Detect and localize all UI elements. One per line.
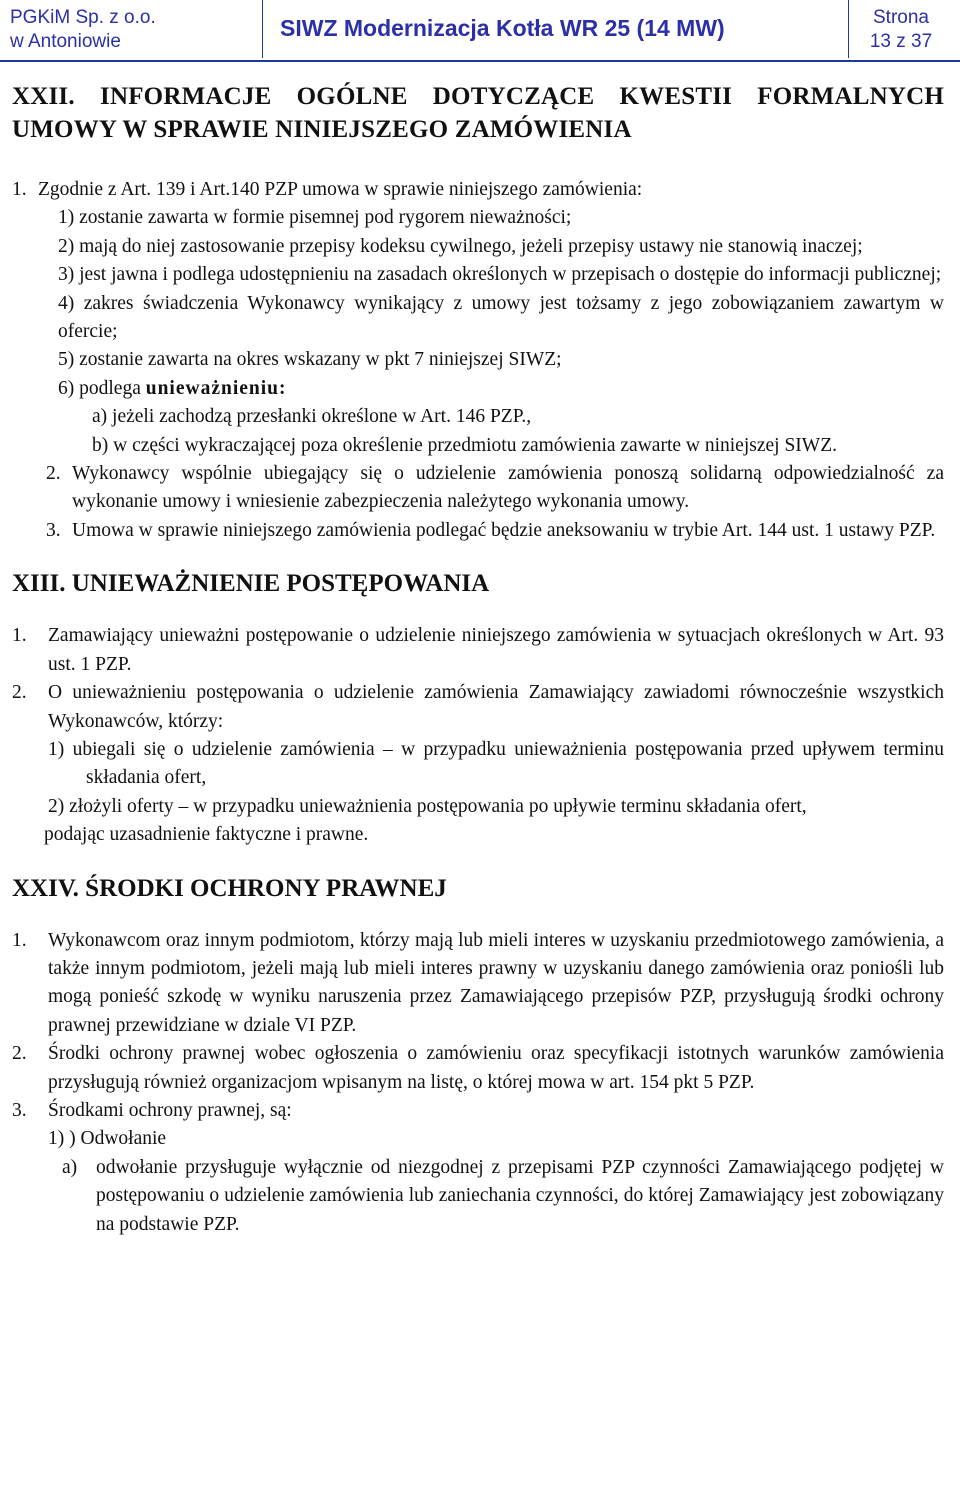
sub-list-item: b) w części wykraczającej poza określenie przedmiotu zamówienia zawarte w niniejszej SIWZ. <box>92 434 837 456</box>
emphasis-text: unieważnieniu: <box>145 377 287 399</box>
xxiv-paragraph-3 <box>12 1097 944 1125</box>
xiii-paragraph-2 <box>12 679 944 736</box>
list-item: 4) zakres świadczenia Wykonawcy wynikający z umowy jest tożsamy z jego zobowiązaniem zawartym w ofercie; <box>58 292 944 343</box>
paragraph-text: Zgodnie z Art. 139 i Art.140 PZP umowa w sprawie niniejszego zamówienia: <box>38 179 643 200</box>
document-body <box>12 80 944 1239</box>
header-divider-right <box>848 0 849 58</box>
header-divider-left <box>262 0 263 58</box>
company-line-1: PGKiM Sp. z o.o. <box>10 7 156 28</box>
xxiv-paragraph-2 <box>12 1040 944 1097</box>
document-title: SIWZ Modernizacja Kotła WR 25 (14 MW) <box>280 15 725 41</box>
xxii-paragraph-3 <box>46 517 944 545</box>
page-label: Strona <box>873 7 929 28</box>
company-name <box>10 6 156 54</box>
list-item: 1) ubiegali się o udzielenie zamówienia – w przypadku unieważnienia postępowania przed upływem terminu składania ofert, <box>48 738 944 789</box>
paragraph-number: 2. <box>12 1043 27 1065</box>
paragraph-number: 1. <box>12 625 27 647</box>
list-item: 2) mają do niej zastosowanie przepisy kodeksu cywilnego, jeżeli przepisy ustawy nie stanowią inaczej; <box>58 235 863 257</box>
xxii-paragraph-1 <box>12 176 944 204</box>
section-title-xxii: XXII. INFORMACJE OGÓLNE DOTYCZĄCE KWESTII FORMALNYCH UMOWY W SPRAWIE NINIEJSZEGO ZAMÓWIENIA <box>12 83 944 143</box>
paragraph-text: Umowa w sprawie niniejszego zamówienia podlegać będzie aneksowaniu w trybie Art. 144 ust. 1 ustawy PZP. <box>72 519 936 541</box>
xiii-list <box>48 736 944 821</box>
list-item: 5) zostanie zawarta na okres wskazany w pkt 7 niniejszej SIWZ; <box>58 349 562 371</box>
paragraph-number: 1. <box>12 929 27 951</box>
paragraph-number: 2. <box>12 682 27 704</box>
list-item <box>58 375 944 403</box>
xxiv-paragraph-1 <box>12 927 944 1041</box>
xxiv-sub-item-a <box>62 1154 944 1239</box>
paragraph-text: Zamawiający unieważni postępowanie o udzielenie niniejszego zamówienia w sytuacjach określonych w Art. 93 ust. 1 PZP. <box>48 625 944 675</box>
paragraph-text: O unieważnieniu postępowania o udzielenie zamówienia Zamawiający zawiadomi równocześnie wszystkich Wykonawców, którzy: <box>48 682 944 732</box>
paragraph-text: Środki ochrony prawnej wobec ogłoszenia o zamówieniu oraz specyfikacji istotnych warunków zamówienia przysługują również organizacjom wpisanym na listę, o której mowa w art. 154 pkt 5 PZP. <box>48 1043 944 1093</box>
sub-item-letter: a) <box>62 1156 78 1178</box>
sub-list-item: a) jeżeli zachodzą przesłanki określone w Art. 146 PZP., <box>92 406 532 428</box>
list-item: 1) zostanie zawarta w formie pisemnej pod rygorem nieważności; <box>58 207 572 229</box>
page-number: 13 z 37 <box>869 31 933 52</box>
list-item: 3) jest jawna i podlega udostępnieniu na zasadach określonych w przepisach o dostępie do informacji publicznej; <box>58 264 942 286</box>
paragraph-text: Wykonawcom oraz innym podmiotom, którzy mają lub mieli interes w uzyskaniu przedmiotowego zamówienia, a także innym podmiotom, jeżeli mają lub mieli interes prawny w uzyskaniu danego zamówienia oraz poniośli lub mogą ponieść szkodę w wyniku naruszenia przez Zamawiającego przepisów PZP, przysługują środki ochrony prawnej przewidziane w dziale VI PZP. <box>48 929 944 1036</box>
section-title-xxiv: XXIV. ŚRODKI OCHRONY PRAWNEJ <box>12 874 447 902</box>
closing-text: podając uzasadnienie faktyczne i prawne. <box>44 824 369 846</box>
xiii-paragraph-1 <box>12 622 944 679</box>
paragraph-number: 1. <box>12 179 27 200</box>
paragraph-text: Środkami ochrony prawnej, są: <box>48 1099 292 1121</box>
xxii-paragraph-2 <box>46 460 944 517</box>
page-info <box>856 6 946 54</box>
list-item-prefix: 6) podlega <box>58 377 146 399</box>
xxii-list <box>58 204 944 460</box>
sub-list <box>92 403 944 460</box>
paragraph-number: 2. <box>46 463 61 485</box>
section-title-xiii: XIII. UNIEWAŻNIENIE POSTĘPOWANIA <box>12 570 490 598</box>
list-item: 2) złożyli oferty – w przypadku unieważnienia postępowania po upływie terminu składania ofert, <box>48 795 807 817</box>
company-line-2: w Antoniowie <box>10 31 121 52</box>
paragraph-number: 3. <box>12 1099 27 1121</box>
paragraph-text: Wykonawcy wspólnie ubiegający się o udzielenie zamówienia ponoszą solidarną odpowiedzialność za wykonanie umowy i wniesienie zabezpieczenia należytego wykonania umowy. <box>72 463 944 513</box>
list-item: 1) ) Odwołanie <box>48 1128 167 1150</box>
sub-item-text: odwołanie przysługuje wyłącznie od niezgodnej z przepisami PZP czynności Zamawiającego podjętej w postępowaniu o udzielenie zamówienia lub zaniechania czynności, do której Zamawiający jest zobowiązany na podstawie PZP. <box>96 1156 944 1235</box>
page-header <box>0 0 960 62</box>
paragraph-number: 3. <box>46 519 61 541</box>
